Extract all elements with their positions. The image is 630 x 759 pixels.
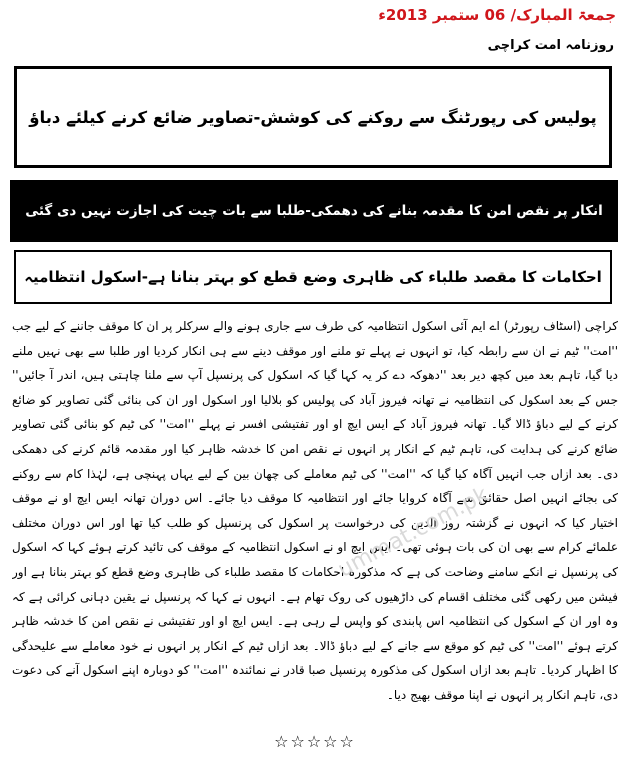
headline: پولیس کی رپورٹنگ سے روکنے کی کوشش-تصاویر ضائع کرنے کیلئے دباؤ [29, 107, 597, 127]
subheadline-box [14, 250, 612, 304]
dateline: جمعۃ المبارک/ 06 ستمبر 2013ء [378, 6, 616, 24]
headline-box [14, 66, 612, 168]
subheadline-boxed: احکامات کا مقصد طلباء کی ظاہری وضع قطع کو بہتر بنانا ہے-اسکول انتظامیہ [24, 268, 602, 286]
article-paragraph: کراچی (اسٹاف رپورٹر) اے ایم آئی اسکول انتظامیہ کی طرف سے جاری ہونے والے سرکلر پر ان کا موقف جاننے کے لیے جب ''امت'' ٹیم نے ان سے رابطہ کیا، تو انہوں نے پہلے تو ملنے اور موقف دینے سے ہی انکار کردیا اور طلبا سے بھی نہیں ملنے دیا گیا، تاہم بعد میں کچھ دیر بعد ''دھوکہ دے کر یہ کہا گیا کہ اسکول کی پرنسپل آپ سے ملنا چاہتی ہیں، اندر آ جائیں'' جس کے بعد اسکول کی انتظامیہ نے تھانہ فیروز آباد کی پولیس کو بلالیا اور اسکول اور ان کی بنائی گئی تصاویر کو ضائع کرنے کے لیے دباؤ ڈالا گیا۔ تھانہ فیروز آباد کے ایس ایچ او اور تفتیشی افسر نے پہلے ''امت'' کی ٹیم کو بنائی گئی تصاویر ضائع کرنے کی ہدایت کی، تاہم ٹیم کے انکار پر انہوں نے نقص امن کا خدشہ ظاہر کیا اور مقدمہ قائم کرنے کی دھمکی دی۔ بعد ازاں جب انہیں آگاہ کیا گیا کہ ''امت'' کی ٹیم معاملے کی چھان بین کے لیے یہاں پہنچی ہے، لہٰذا کام سے روکنے کی بجائے انہیں اصل حقائق سے آگاہ کروایا جائے اور انتظامیہ کا موقف دیا جائے۔ اس دوران تھانہ ایس ایچ او نے موقف اختیار کیا کہ انہوں نے گزشتہ روز الدین کی درخواست پر اسکول کی پرنسپل کو طلب کیا تھا اور اس دوران مختلف علمائے کرام سے بھی ان کی بات ہوئی تھی۔ ایس ایچ او نے اسکول انتظامیہ کے موقف کی تائید کرتے ہوئے کہا کہ اسکول کی پرنسپل نے انکے سامنے وضاحت کی ہے کہ مذکورہ احکامات کا مقصد طلباء کی ظاہری وضع قطع کو بہتر بنانا ہے اور فیشن میں رکھی گئی مختلف اقسام کی داڑھیوں کی روک تھام ہے۔ انہوں نے کہا کہ پرنسپل نے یقین دہانی کرائی ہے کہ وہ اور ان کے اسکول کی انتظامیہ اس پابندی کو واپس لے رہی ہے۔ ایس ایچ او اور تفتیشی نے نقص امن کا خدشہ ظاہر کرتے ہوئے ''امت'' کی ٹیم کو موقع سے جانے کے لیے دباؤ ڈالا۔ بعد ازاں ٹیم کے انکار پر انہوں نے خود معاملے سے علیحدگی کا اظہار کردیا۔ تاہم بعد ازاں اسکول کی مذکورہ پرنسپل صبا قادر نے نمائندہ ''امت'' کو دوبارہ اپنے اسکول آنے کی دعوت دی، تاہم انکار پر انہوں نے اپنا موقف بھیج دیا۔ [12, 319, 618, 702]
subheadline-dark-band [10, 180, 618, 242]
subheadline-dark: انکار پر نقص امن کا مقدمہ بنانے کی دھمکی-طلبا سے بات چیت کی اجازت نہیں دی گئی [25, 203, 603, 219]
newspaper-source: روزنامہ امت کراچی [487, 38, 614, 53]
article-body [12, 314, 618, 716]
end-mark: ☆☆☆☆☆ [274, 732, 356, 751]
watermark: ummat.com.pk [333, 482, 493, 583]
